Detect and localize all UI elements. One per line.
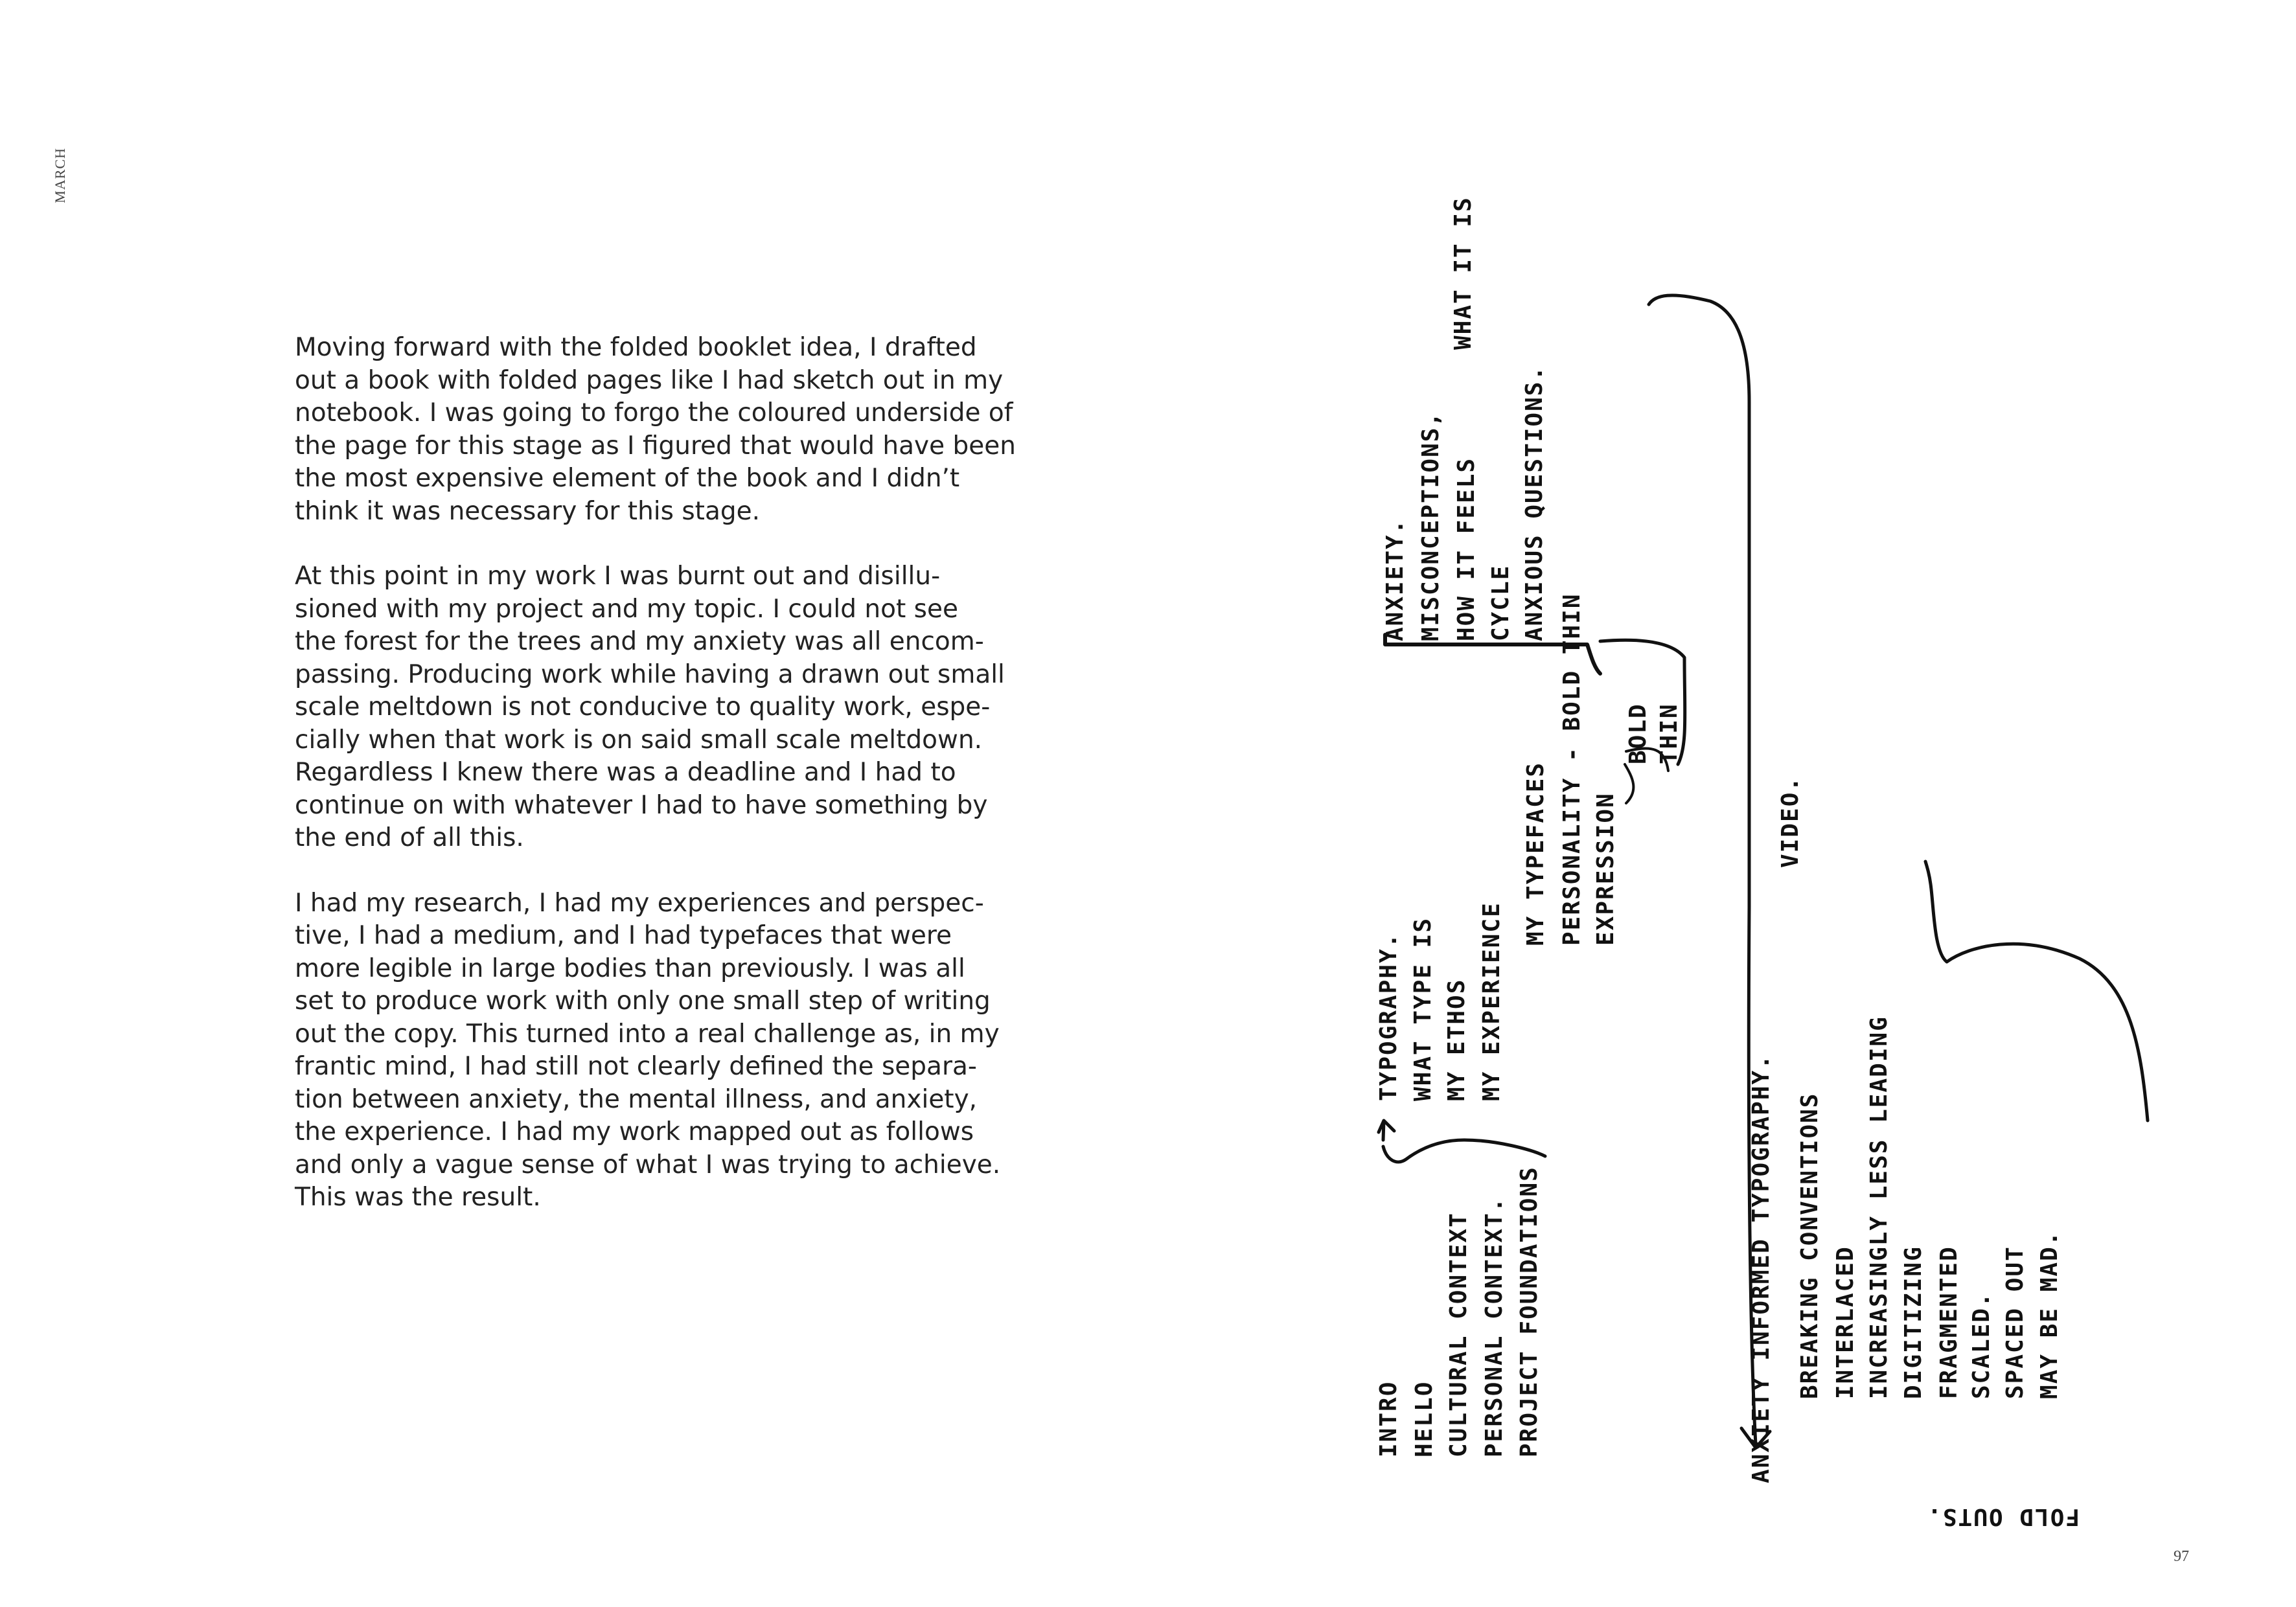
handwritten-label-fold-outs: FOLD OUTS. [1926,1503,2080,1530]
paragraph-1 [295,332,1033,528]
handwritten-label: HOW IT FEELS [1453,457,1480,641]
handwritten-label: ANXIETY INFORMED TYPOGRAPHY. [1748,1054,1774,1483]
typography-arrowhead [1379,1121,1394,1140]
handwritten-label: DIGITIZING [1900,1246,1927,1399]
text-line: notebook. I was going to forgo the coloured underside of [295,398,1013,427]
handwritten-label: HELLO [1411,1380,1438,1457]
handwritten-label: THIN [1656,703,1682,764]
text-line: scale meltdown is not conducive to quality work, espe- [295,692,991,722]
text-line: tion between anxiety, the mental illness, and anxiety, [295,1084,978,1114]
handwritten-label: FRAGMENTED [1936,1246,1962,1399]
handwritten-label-video: VIDEO. [1777,775,1804,868]
text-line: more legible in large bodies than previously. I was all [295,953,965,983]
handwritten-label: WHAT TYPE IS [1410,917,1436,1101]
handwritten-label: SCALED. [1968,1292,1995,1399]
handwritten-label: ANXIETY. [1382,518,1408,641]
handwritten-label: CULTURAL CONTEXT [1445,1212,1472,1457]
text-line: continue on with whatever I had to have something by [295,790,988,820]
text-line: sioned with my project and my topic. I could not see [295,594,958,624]
text-line: passing. Producing work while having a drawn out small [295,659,1005,689]
sketch-canvas [1335,130,2196,1555]
text-line: I had my research, I had my experiences and perspec- [295,888,984,918]
text-line: the page for this stage as I figured that would have been [295,431,1016,461]
page-number: 97 [2174,1548,2189,1565]
handwritten-label: PROJECT FOUNDATIONS [1516,1166,1543,1457]
handwritten-label: TYPOGRAPHY. [1375,932,1402,1101]
handwritten-label: BOLD [1625,703,1651,764]
text-line: the forest for the trees and my anxiety was all encom- [295,627,984,656]
handwritten-label: WHAT IT IS [1450,196,1476,350]
handwritten-label: BREAKING CONVENTIONS [1797,1092,1823,1399]
handwritten-label: MY ETHOS [1443,978,1470,1101]
handwritten-label: ANXIOUS QUESTIONS. [1521,365,1548,641]
handwritten-label: INTERLACED [1832,1246,1859,1399]
handwritten-label: EXPRESSION [1592,792,1619,946]
running-head: MARCH [52,148,68,203]
handwritten-label: PERSONAL CONTEXT. [1481,1196,1508,1457]
sketch-group-intro [1375,1166,1543,1457]
text-line: Moving forward with the folded booklet idea, I drafted [295,333,977,362]
handwritten-label: MY TYPEFACES [1522,761,1549,946]
text-line: the most expensive element of the book and I didn’t [295,464,960,493]
text-line: set to produce work with only one small step of writing [295,986,991,1016]
paragraph-2 [295,560,1033,855]
handwritten-label: MISCONCEPTIONS, [1418,411,1444,641]
sketch-group-anxiety [1382,196,1548,641]
text-line: the end of all this. [295,823,524,852]
handwritten-sketch [1335,130,2196,1555]
handwritten-label: PERSONALITY - BOLD THIN [1559,593,1585,946]
text-line: This was the result. [295,1183,541,1212]
text-line: frantic mind, I had still not clearly defined the separa- [295,1052,977,1081]
handwritten-label: INCREASINGLY LESS LEADING [1866,1016,1892,1399]
text-line: the experience. I had my work mapped out as follows [295,1117,974,1146]
handwritten-label: SPACED OUT [2002,1246,2028,1399]
text-line: Regardless I knew there was a deadline and I had to [295,758,956,787]
text-line: out the copy. This turned into a real challenge as, in my [295,1019,1000,1049]
body-copy [295,332,1033,1247]
handwritten-label: MAY BE MAD. [2036,1230,2063,1399]
handwritten-label: CYCLE [1487,564,1514,641]
text-line: cially when that work is on said small scale meltdown. [295,725,983,755]
connector-video [1925,861,2148,1121]
sketch-group-informed-typography [1748,1016,2063,1483]
paragraph-3 [295,887,1033,1214]
connector-intro-to-typography [1383,1140,1545,1162]
handwritten-label: INTRO [1375,1380,1402,1457]
text-line: tive, I had a medium, and I had typefaces that were [295,921,952,950]
text-line: At this point in my work I was burnt out and disillu- [295,562,941,591]
text-line: out a book with folded pages like I had sketch out in my [295,365,1004,395]
text-line: and only a vague sense of what I was trying to achieve. [295,1150,1001,1180]
sketch-group-typography [1375,593,1682,1102]
connector-anxiety-to-informed [1649,295,1756,1444]
text-line: think it was necessary for this stage. [295,496,761,526]
handwritten-label: MY EXPERIENCE [1478,902,1505,1101]
